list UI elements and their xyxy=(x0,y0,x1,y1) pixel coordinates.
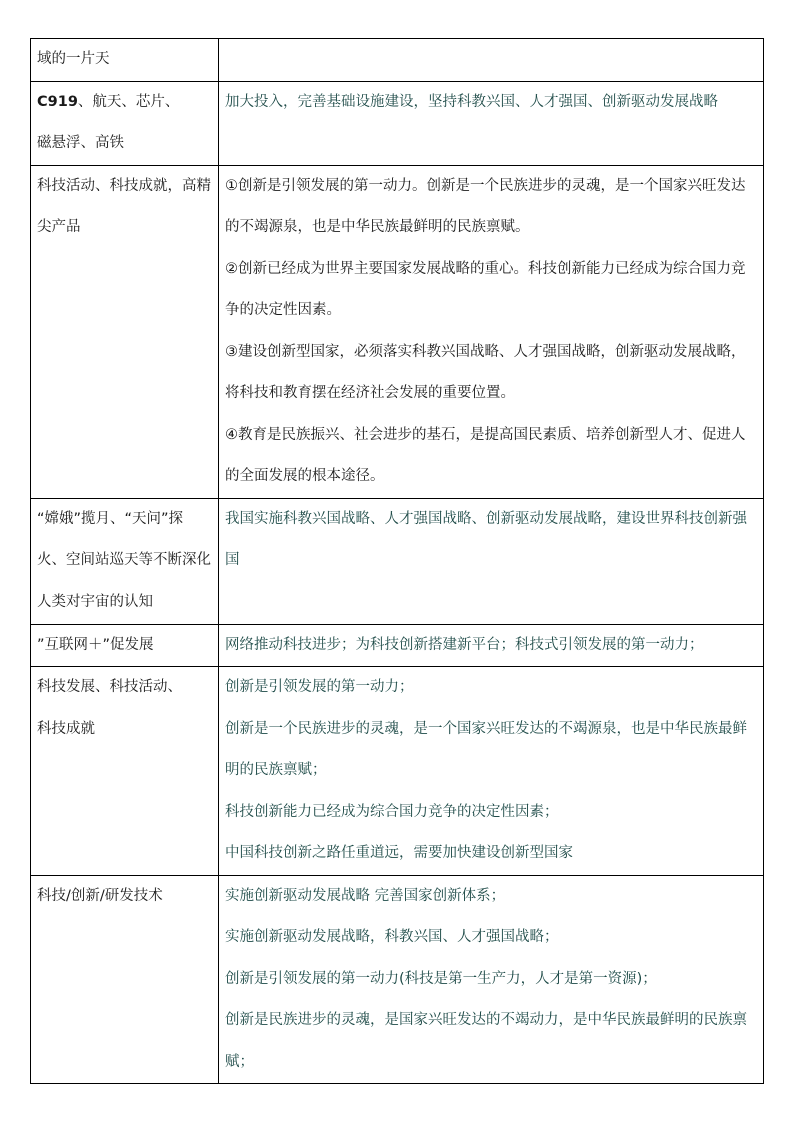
topic-cell xyxy=(31,667,219,876)
content-paragraph: 科技创新能力已经成为综合国力竞争的决定性因素； xyxy=(225,803,559,820)
topic-text: 科技活动、科技成就，高精尖产品 xyxy=(37,177,211,235)
topic-text: ”互联网＋”促发展 xyxy=(37,636,154,653)
table-row xyxy=(31,624,764,667)
table-row xyxy=(31,39,764,82)
table-row xyxy=(31,165,764,498)
topic-cell xyxy=(31,81,219,165)
topic-code: C919 xyxy=(37,93,78,110)
content-paragraph: 网络推动科技进步；为科技创新搭建新平台；科技式引领发展的第一动力； xyxy=(225,636,704,653)
topic-cell xyxy=(31,875,219,1084)
document-table xyxy=(30,38,764,1084)
content-cell xyxy=(219,81,764,165)
topic-text: 域的一片天 xyxy=(37,51,110,67)
content-paragraph: 中国科技创新之路任重道远，需要加快建设创新型国家 xyxy=(225,845,573,861)
content-paragraph: ③建设创新型国家，必须落实科教兴国战略、人才强国战略，创新驱动发展战略，将科技和教育摆在经济社会发展的重要位置。 xyxy=(225,343,746,401)
topic-text: “嫦娥”揽月、“天问”探火、空间站巡天等不断深化人类对宇宙的认知 xyxy=(37,510,211,610)
content-cell xyxy=(219,875,764,1084)
table-row xyxy=(31,667,764,876)
topic-cell xyxy=(31,165,219,498)
table-row xyxy=(31,875,764,1084)
content-paragraph: 加大投入，完善基础设施建设，坚持科教兴国、人才强国、创新驱动发展战略 xyxy=(225,93,718,110)
topic-cell xyxy=(31,39,219,82)
table-row xyxy=(31,498,764,624)
content-paragraph: 创新是引领发展的第一动力； xyxy=(225,679,414,695)
topic-text: 科技发展、科技活动、 xyxy=(37,679,182,695)
content-cell xyxy=(219,165,764,498)
content-paragraph: 创新是引领发展的第一动力(科技是第一生产力，人才是第一资源)； xyxy=(225,970,657,987)
content-cell xyxy=(219,624,764,667)
table-row xyxy=(31,81,764,165)
content-paragraph: ②创新已经成为世界主要国家发展战略的重心。科技创新能力已经成为综合国力竞争的决定性因素。 xyxy=(225,260,746,318)
topic-text: 磁悬浮、高铁 xyxy=(37,135,124,151)
content-paragraph: ④教育是民族振兴、社会进步的基石，是提高国民素质、培养创新型人才、促进人的全面发展的根本途径。 xyxy=(225,426,746,484)
topic-text: 、航天、芯片、 xyxy=(77,93,180,110)
topic-cell xyxy=(31,498,219,624)
content-paragraph: 实施创新驱动发展战略 完善国家创新体系； xyxy=(225,887,506,904)
content-paragraph: 我国实施科教兴国战略、人才强国战略、创新驱动发展战略，建设世界科技创新强国 xyxy=(225,510,747,568)
content-paragraph: 创新是一个民族进步的灵魂，是一个国家兴旺发达的不竭源泉，也是中华民族最鲜明的民族禀赋； xyxy=(225,720,747,778)
content-cell xyxy=(219,667,764,876)
content-paragraph: 实施创新驱动发展战略，科教兴国、人才强国战略； xyxy=(225,929,559,945)
content-cell xyxy=(219,498,764,624)
topic-text: 科技成就 xyxy=(37,720,95,737)
topic-text: 科技/创新/研发技术 xyxy=(37,887,163,904)
content-cell xyxy=(219,39,764,82)
content-paragraph: ①创新是引领发展的第一动力。创新是一个民族进步的灵魂，是一个国家兴旺发达的不竭源泉，也是中华民族最鲜明的民族禀赋。 xyxy=(225,177,746,235)
topic-cell xyxy=(31,624,219,667)
content-paragraph: 创新是民族进步的灵魂，是国家兴旺发达的不竭动力，是中华民族最鲜明的民族禀赋； xyxy=(225,1012,747,1070)
